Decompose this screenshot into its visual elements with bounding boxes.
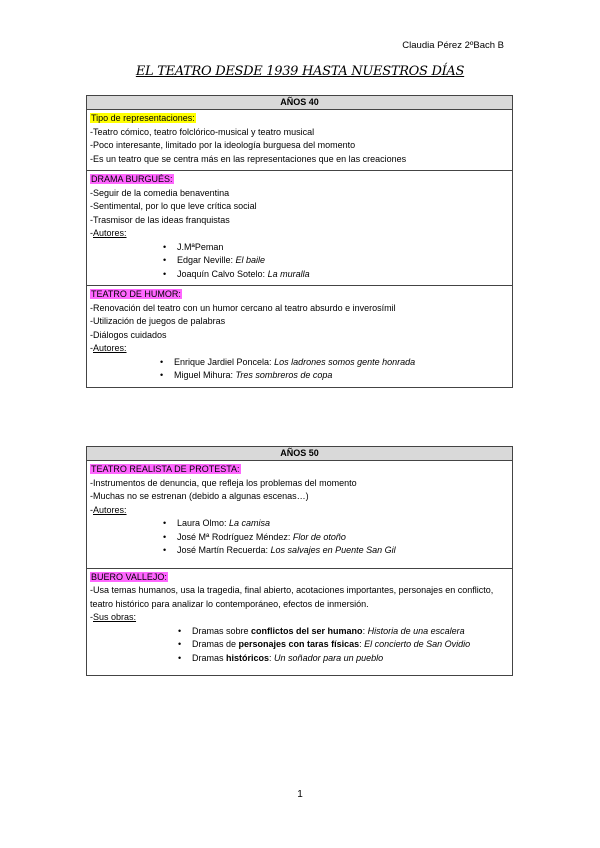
- text-line: -Poco interesante, limitado por la ideología burguesa del momento: [90, 140, 356, 150]
- list-item: • Edgar Neville: El baile: [90, 254, 509, 268]
- table-anos-40: [86, 95, 513, 388]
- text-line: -Teatro cómico, teatro folclórico-musical y teatro musical: [90, 126, 315, 137]
- table-heading: AÑOS 40: [87, 96, 512, 110]
- list-item: • Dramas históricos: Un soñador para un pueblo: [90, 652, 509, 666]
- author-list: [90, 356, 509, 383]
- authors-label: Autores:: [93, 504, 127, 515]
- dash: -: [90, 504, 93, 515]
- list-item: • Laura Olmo: La camisa: [90, 517, 509, 531]
- list-item: • J.MªPeman: [90, 241, 509, 255]
- section-teatro-realista: [87, 461, 512, 569]
- section-buero-vallejo: [87, 569, 512, 676]
- section-tipo-representaciones: [87, 110, 512, 171]
- text-line: -Utilización de juegos de palabras: [90, 316, 226, 326]
- section-label: TEATRO REALISTA DE PROTESTA:: [91, 464, 240, 474]
- list-item: • Miguel Mihura: Tres sombreros de copa: [90, 369, 509, 383]
- dash: -: [90, 343, 93, 353]
- text-line: -Renovación del teatro con un humor cercano al teatro absurdo e inverosímil: [90, 302, 396, 313]
- table-heading: AÑOS 50: [87, 447, 512, 461]
- authors-label: Autores:: [93, 228, 127, 238]
- text-line: -Trasmisor de las ideas franquistas: [90, 214, 230, 225]
- authors-label: Autores:: [93, 343, 127, 353]
- author-name: Claudia Pérez 2ºBach B: [402, 40, 504, 51]
- table-anos-50: [86, 446, 513, 676]
- text-line: -Seguir de la comedia benaventina: [90, 187, 230, 198]
- section-label: DRAMA BURGUÉS:: [91, 174, 173, 184]
- dash: -: [90, 228, 93, 238]
- list-item: • Joaquín Calvo Sotelo: La muralla: [90, 268, 509, 282]
- text-line: -Es un teatro que se centra más en las representaciones que en las creaciones: [90, 153, 407, 164]
- works-label: Sus obras:: [93, 612, 137, 622]
- section-drama-burgues: [87, 171, 512, 286]
- section-label: TEATRO DE HUMOR:: [91, 289, 181, 299]
- list-item: • Enrique Jardiel Poncela: Los ladrones somos gente honrada: [90, 356, 509, 370]
- page-number: 1: [297, 789, 303, 800]
- dash: -: [90, 612, 93, 622]
- list-item: • José Mª Rodríguez Méndez: Flor de otoño: [90, 531, 509, 545]
- text-paragraph: -Usa temas humanos, usa la tragedia, final abierto, acotaciones importantes, personajes en conflicto, teatro histórico para analizar lo contemporáneo, efectos de inmersión.: [90, 585, 494, 609]
- list-item: • Dramas sobre conflictos del ser humano: Historia de una escalera: [90, 625, 509, 639]
- text-line: -Sentimental, por lo que leve crítica social: [90, 201, 257, 211]
- works-list: [90, 625, 509, 672]
- author-list: [90, 517, 509, 564]
- text-line: -Muchas no se estrenan (debido a algunas escenas…): [90, 491, 309, 501]
- text-line: -Instrumentos de denuncia, que refleja los problemas del momento: [90, 477, 357, 488]
- list-item: • José Martín Recuerda: Los salvajes en Puente San Gil: [90, 544, 509, 558]
- document-title: EL TEATRO DESDE 1939 HASTA NUESTROS DÍAS: [135, 64, 465, 79]
- section-label: BUERO VALLEJO:: [91, 571, 167, 582]
- text-line: -Diálogos cuidados: [90, 329, 167, 340]
- author-list: [90, 241, 509, 282]
- section-teatro-humor: [87, 286, 512, 387]
- list-item: • Dramas de personajes con taras físicas: El concierto de San Ovidio: [90, 638, 509, 652]
- section-label: Tipo de representaciones:: [91, 113, 195, 123]
